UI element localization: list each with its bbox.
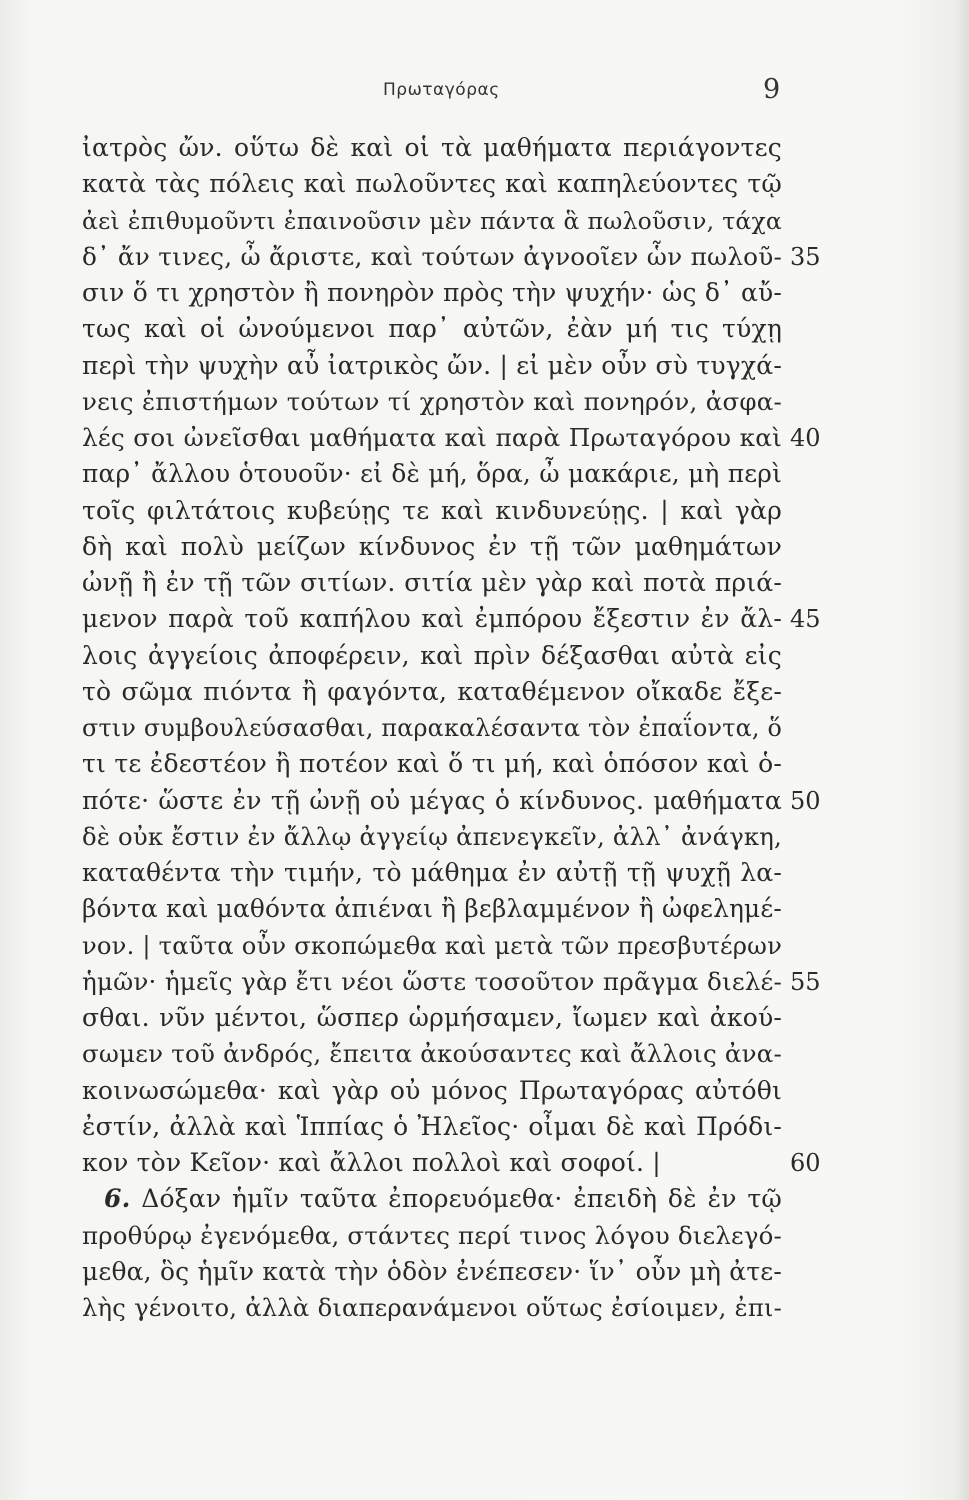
line-text: περὶ τὴν ψυχὴν αὖ ἰατρικὸς ὤν. | εἰ μὲν οὖν σὺ τυγχά- [82, 350, 782, 380]
line-text: τοῖς φιλτάτοις κυβεύῃς τε καὶ κινδυνεύῃς. | καὶ γὰρ [82, 495, 782, 525]
line-text: κοινωσώμεθα· καὶ γὰρ οὐ μόνος Πρωταγόρας αὐτόθι [82, 1075, 782, 1105]
line-text: ἀεὶ ἐπιθυμοῦντι ἐπαινοῦσιν μὲν πάντα ἃ πωλοῦσιν, τάχα [82, 206, 782, 235]
line-text: Δόξαν ἡμῖν ταῦτα ἐπορευόμεθα· ἐπειδὴ δὲ ἐν τῷ [141, 1184, 782, 1214]
line-text: κον τὸν Κεῖον· καὶ ἄλλοι πολλοὶ καὶ σοφοί. | [82, 1148, 661, 1177]
line-text: δὲ οὐκ ἔστιν ἐν ἄλλῳ ἀγγείῳ ἀπενεγκεῖν, ἀλλ᾽ ἀνάγκη, [82, 821, 782, 851]
section-number: 6. [104, 1184, 131, 1214]
line-text: σθαι. νῦν μέντοι, ὥσπερ ὡρμήσαμεν, ἴωμεν καὶ ἀκού- [82, 1003, 782, 1032]
text-line [82, 710, 782, 746]
running-head [0, 74, 969, 110]
line-text: νεις ἐπιστήμων τούτων τί χρηστὸν καὶ πονηρόν, ἀσφα- [82, 386, 782, 416]
line-number: 55 [790, 967, 821, 996]
line-text: λές σοι ὠνεῖσθαι μαθήματα καὶ παρὰ Πρωταγόρου καὶ [82, 423, 782, 452]
text-line [82, 1073, 782, 1109]
line-number: 60 [790, 1149, 821, 1177]
text-line [82, 203, 782, 239]
line-text: ἰατρὸς ὤν. οὕτω δὲ καὶ οἱ τὰ μαθήματα περιάγοντες [82, 133, 782, 162]
text-line [82, 1109, 782, 1145]
text-line [82, 601, 821, 637]
line-text: σωμεν τοῦ ἀνδρός, ἔπειτα ἀκούσαντες καὶ ἄλλοις ἀνα- [82, 1039, 782, 1069]
line-text: δὴ καὶ πολὺ μείζων κίνδυνος ἐν τῇ τῶν μαθημάτων [82, 531, 782, 561]
text-line [82, 384, 782, 420]
line-text: πότε· ὥστε ἐν τῇ ὠνῇ οὐ μέγας ὁ κίνδυνος. μαθήματα [82, 785, 782, 815]
line-text: ἡμῶν· ἡμεῖς γὰρ ἔτι νέοι ὥστε τοσοῦτον πρᾶγμα διελέ- [82, 966, 782, 996]
text-line [82, 1254, 782, 1290]
line-text: βόντα καὶ μαθόντα ἀπιέναι ἢ βεβλαμμένον ἢ ὠφελημέ- [82, 894, 782, 924]
line-number: 50 [790, 786, 821, 815]
line-text: ἐστίν, ἀλλὰ καὶ Ἱππίας ὁ Ἠλεῖος· οἶμαι δὲ καὶ Πρόδι- [82, 1111, 782, 1141]
text-line [82, 746, 782, 782]
text-line [82, 928, 782, 964]
text-line [82, 1145, 821, 1181]
line-number: 40 [790, 424, 821, 452]
line-text: λὴς γένοιτο, ἀλλὰ διαπερανάμενοι οὕτως ἐσίοιμεν, ἐπι- [82, 1294, 782, 1322]
page-edge-shadow [955, 0, 969, 1500]
text-line [82, 565, 782, 601]
line-number: 35 [790, 242, 821, 271]
line-text: τως καὶ οἱ ὠνούμενοι παρ᾽ αὐτῶν, ἐὰν μή τις τύχῃ [82, 314, 782, 344]
text-line [82, 783, 821, 819]
running-title: Πρωταγόρας [383, 80, 500, 100]
text-line [82, 1000, 782, 1036]
line-text: μενον παρὰ τοῦ καπήλου καὶ ἐμπόρου ἔξεστιν ἐν ἄλ- [82, 604, 782, 634]
line-number: 45 [790, 605, 821, 634]
text-line [82, 638, 782, 674]
text-line [82, 456, 782, 492]
text-line [82, 1036, 782, 1072]
text-line [82, 166, 782, 202]
line-text: παρ᾽ ἄλλου ὁτουοῦν· εἰ δὲ μή, ὅρα, ὦ μακάριε, μὴ περὶ [82, 459, 782, 489]
line-text: δ᾽ ἄν τινες, ὦ ἄριστε, καὶ τούτων ἀγνοοῖεν ὧν πωλοῦ- [82, 241, 782, 271]
page-number: 9 [763, 74, 781, 105]
main-text [82, 130, 821, 1326]
line-text: σιν ὅ τι χρηστὸν ἢ πονηρὸν πρὸς τὴν ψυχήν· ὡς δ᾽ αὔ- [82, 278, 782, 307]
text-line [82, 420, 821, 456]
line-text: νον. | ταῦτα οὖν σκοπώμεθα καὶ μετὰ τῶν πρεσβυτέρων [82, 931, 782, 960]
text-line [82, 493, 782, 529]
line-text: λοις ἀγγείοις ἀποφέρειν, καὶ πρὶν δέξασθαι αὐτὰ εἰς [82, 640, 782, 670]
text-line [82, 964, 821, 1000]
line-text: ὠνῇ ἢ ἐν τῇ τῶν σιτίων. σιτία μὲν γὰρ καὶ ποτὰ πριά- [82, 568, 782, 597]
text-line [82, 529, 782, 565]
section-first-line [82, 1181, 782, 1217]
text-line [82, 891, 782, 927]
line-text: τὸ σῶμα πιόντα ἢ φαγόντα, καταθέμενον οἴκαδε ἔξε- [82, 676, 782, 706]
text-line [82, 819, 782, 855]
text-line [82, 1218, 782, 1254]
line-text: τι τε ἐδεστέον ἢ ποτέον καὶ ὅ τι μή, καὶ ὁπόσον καὶ ὁ- [82, 749, 782, 779]
line-text: στιν συμβουλεύσασθαι, παρακαλέσαντα τὸν ἐπαΐοντα, ὅ [82, 714, 782, 742]
line-text: προθύρῳ ἐγενόμεθα, στάντες περί τινος λόγου διελεγό- [82, 1220, 782, 1250]
text-line [82, 275, 782, 311]
text-line [82, 1290, 782, 1326]
line-text: κατὰ τὰς πόλεις καὶ πωλοῦντες καὶ καπηλεύοντες τῷ [82, 169, 782, 199]
line-text: καταθέντα τὴν τιμήν, τὸ μάθημα ἐν αὐτῇ τῇ ψυχῇ λα- [82, 858, 782, 887]
text-line [82, 674, 782, 710]
text-line [82, 348, 782, 384]
text-line [82, 311, 782, 347]
text-line [82, 130, 782, 166]
text-line [82, 855, 782, 891]
line-text: μεθα, ὃς ἡμῖν κατὰ τὴν ὁδὸν ἐνέπεσεν· ἵν᾽ οὖν μὴ ἀτε- [82, 1256, 782, 1286]
text-line [82, 239, 821, 275]
